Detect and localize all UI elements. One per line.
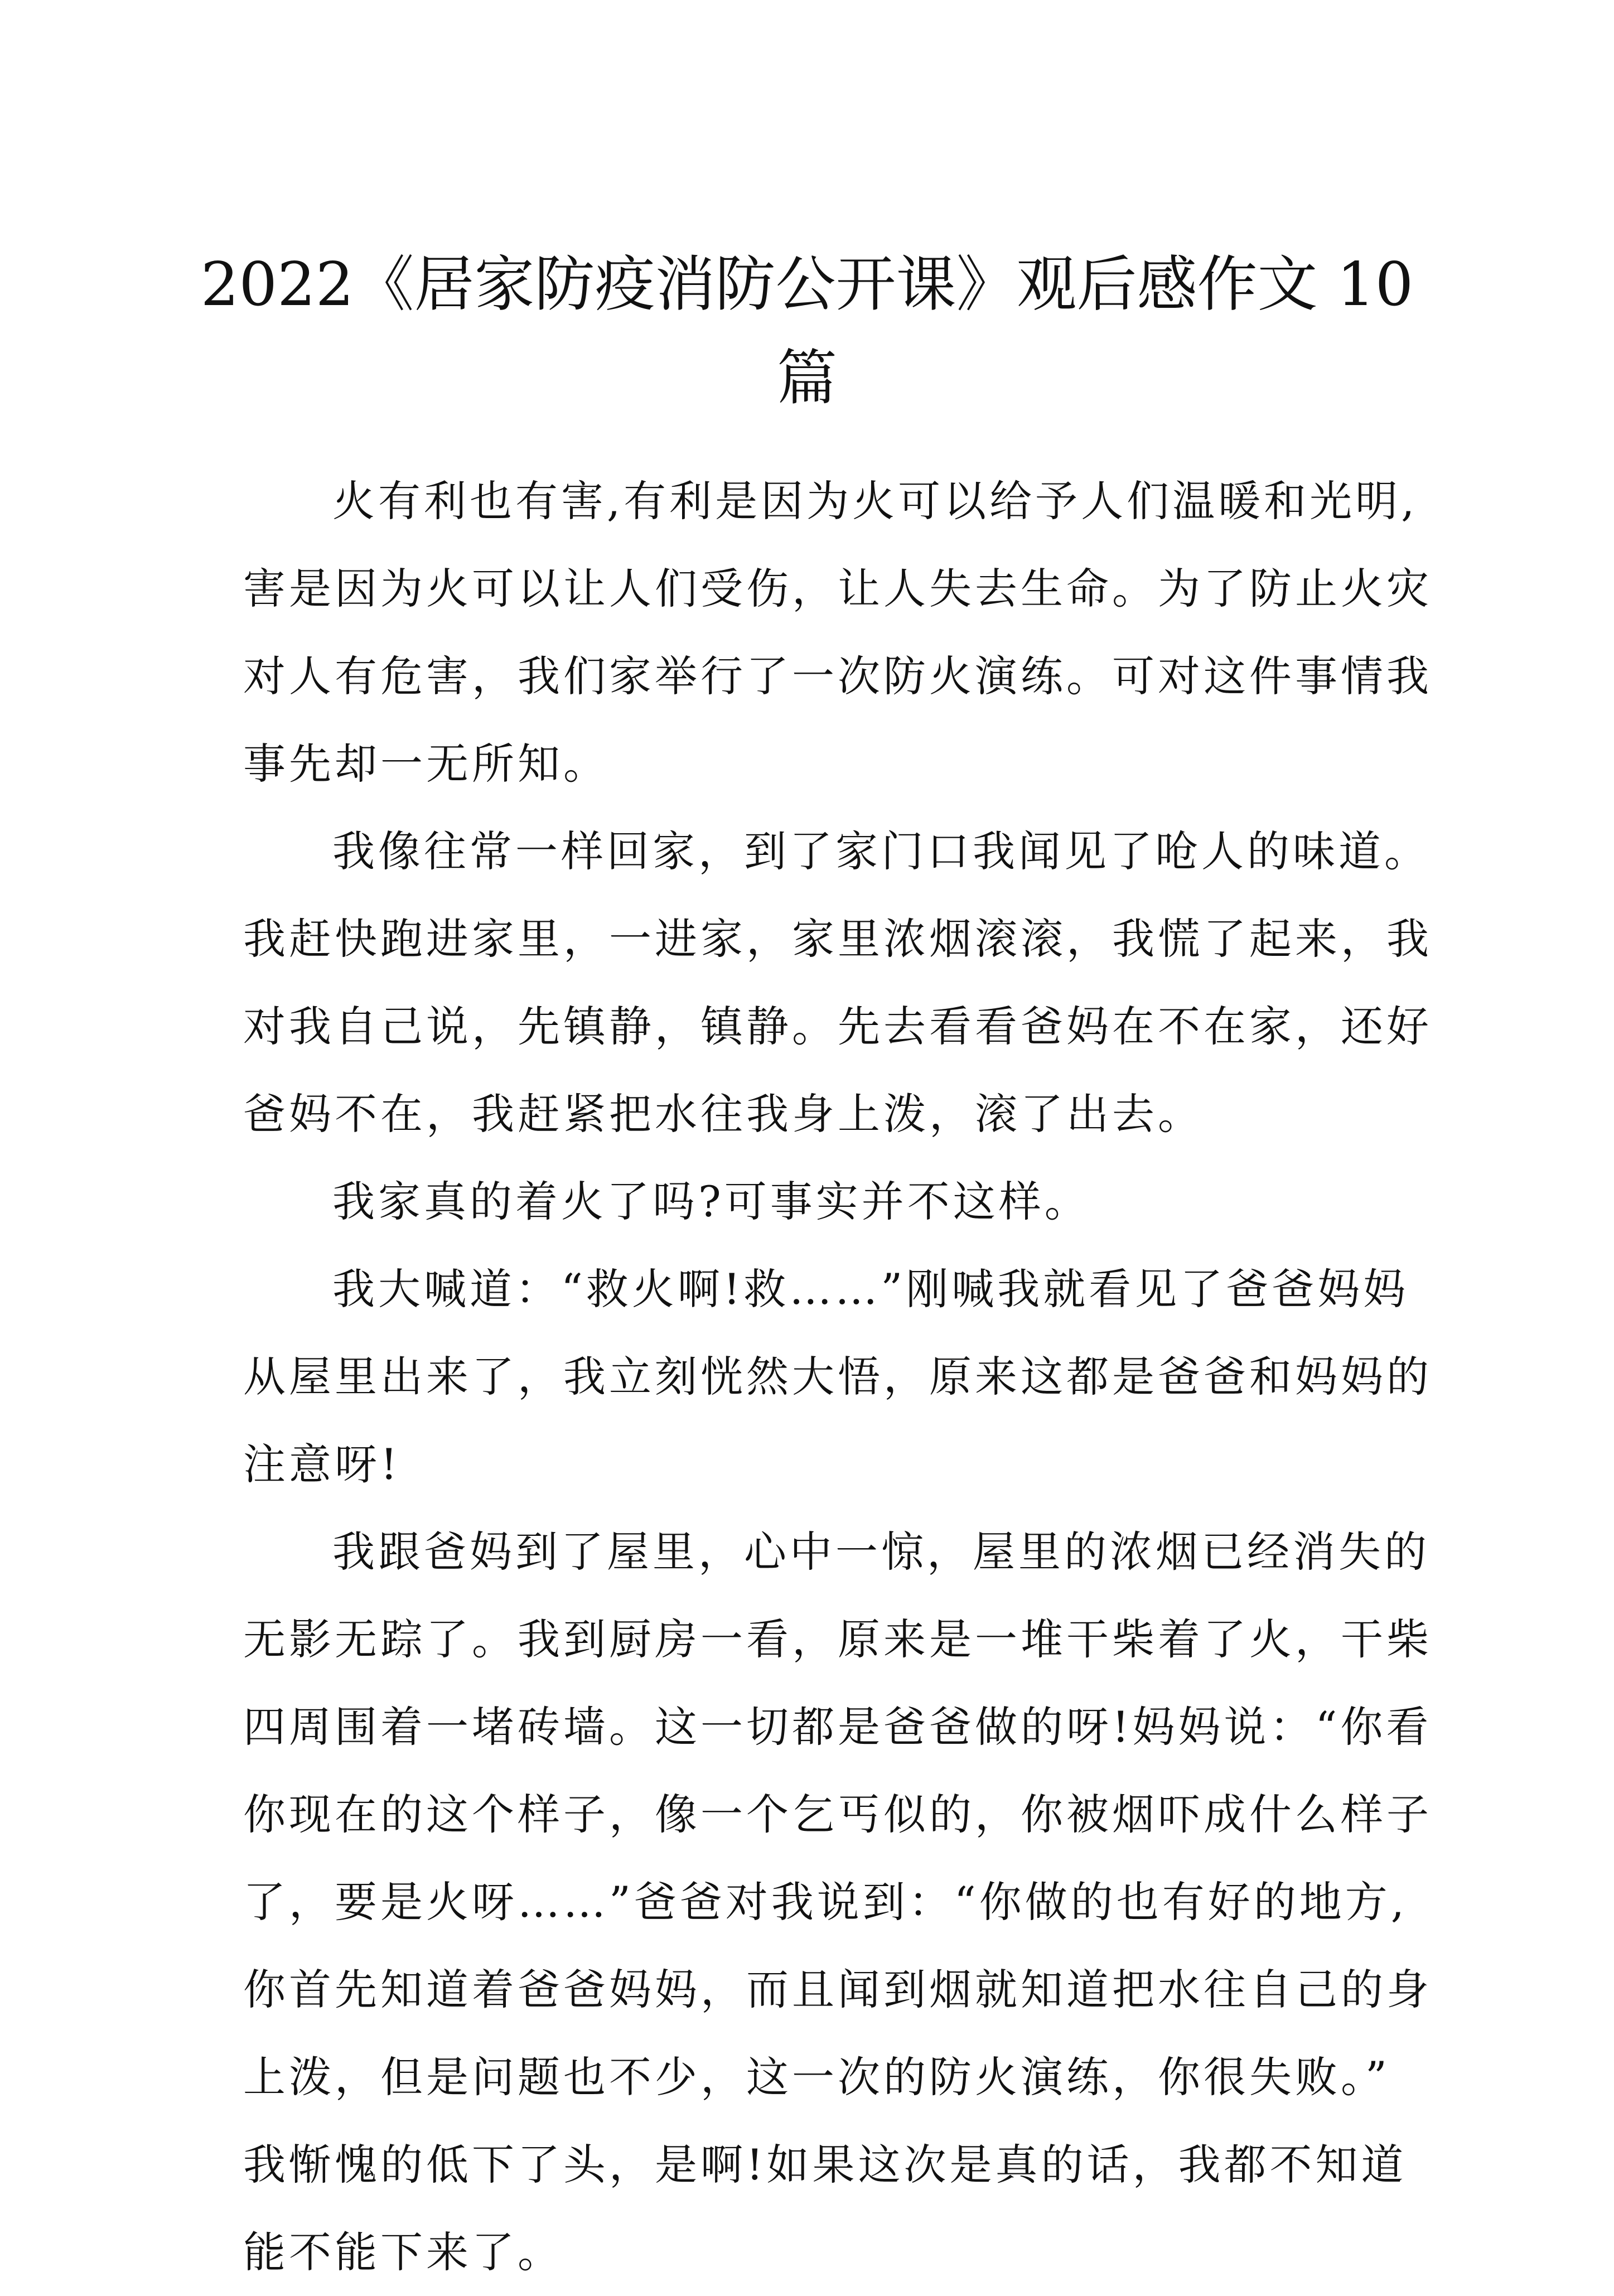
- paragraph-line: 对我自己说，先镇静，镇静。先去看看爸妈在不在家，还好: [243, 1002, 1432, 1051]
- paragraph-line: 你首先知道着爸爸妈妈，而且闻到烟就知道把水往自己的身: [243, 1965, 1432, 2014]
- paragraph-line: 爸妈不在，我赶紧把水往我身上泼，滚了出去。: [243, 1089, 1204, 1139]
- paragraph-line: 了，要是火呀……”爸爸对我说到：“你做的也有好的地方,: [243, 1877, 1408, 1927]
- paragraph-line: 能不能下来了。: [243, 2227, 563, 2277]
- document-title-line-1: 2022《居家防疫消防公开课》观后感作文 10: [200, 250, 1414, 320]
- document-body: [243, 457, 1432, 2296]
- paragraph-line: 害是因为火可以让人们受伤，让人失去生命。为了防止火灾: [243, 564, 1432, 613]
- paragraph-line: 我大喊道：“救火啊!救……”刚喊我就看见了爸爸妈妈: [332, 1264, 1409, 1314]
- paragraph-line: 事先却一无所知。: [243, 739, 609, 789]
- paragraph-line: 火有利也有害,有利是因为火可以给予人们温暖和光明,: [332, 476, 1418, 526]
- paragraph-line: 上泼，但是问题也不少，这一次的防火演练，你很失败。”: [243, 2052, 1390, 2102]
- paragraph-line: 从屋里出来了，我立刻恍然大悟，原来这都是爸爸和妈妈的: [243, 1352, 1432, 1401]
- paragraph-line: 我像往常一样回家，到了家门口我闻见了呛人的味道。: [332, 826, 1430, 876]
- paragraph-line: 我家真的着火了吗?可事实并不这样。: [332, 1177, 1090, 1226]
- document-title-line-2: 篇: [776, 344, 837, 414]
- paragraph-line: 注意呀!: [243, 1439, 401, 1489]
- document-title: [167, 238, 1447, 426]
- paragraph-line: 我惭愧的低下了头，是啊!如果这次是真的话，我都不知道: [243, 2140, 1407, 2189]
- paragraph-line: 你现在的这个样子，像一个乞丐似的，你被烟吓成什么样子: [243, 1790, 1432, 1839]
- paragraph-line: 四周围着一堵砖墙。这一切都是爸爸做的呀!妈妈说：“你看: [243, 1702, 1432, 1752]
- paragraph-line: 无影无踪了。我到厨房一看，原来是一堆干柴着了火，干柴: [243, 1615, 1432, 1664]
- paragraph-line: 我赶快跑进家里，一进家，家里浓烟滚滚，我慌了起来，我: [243, 914, 1432, 964]
- paragraph-line: 我跟爸妈到了屋里，心中一惊，屋里的浓烟已经消失的: [332, 1527, 1430, 1577]
- paragraph-line: 对人有危害，我们家举行了一次防火演练。可对这件事情我: [243, 651, 1432, 701]
